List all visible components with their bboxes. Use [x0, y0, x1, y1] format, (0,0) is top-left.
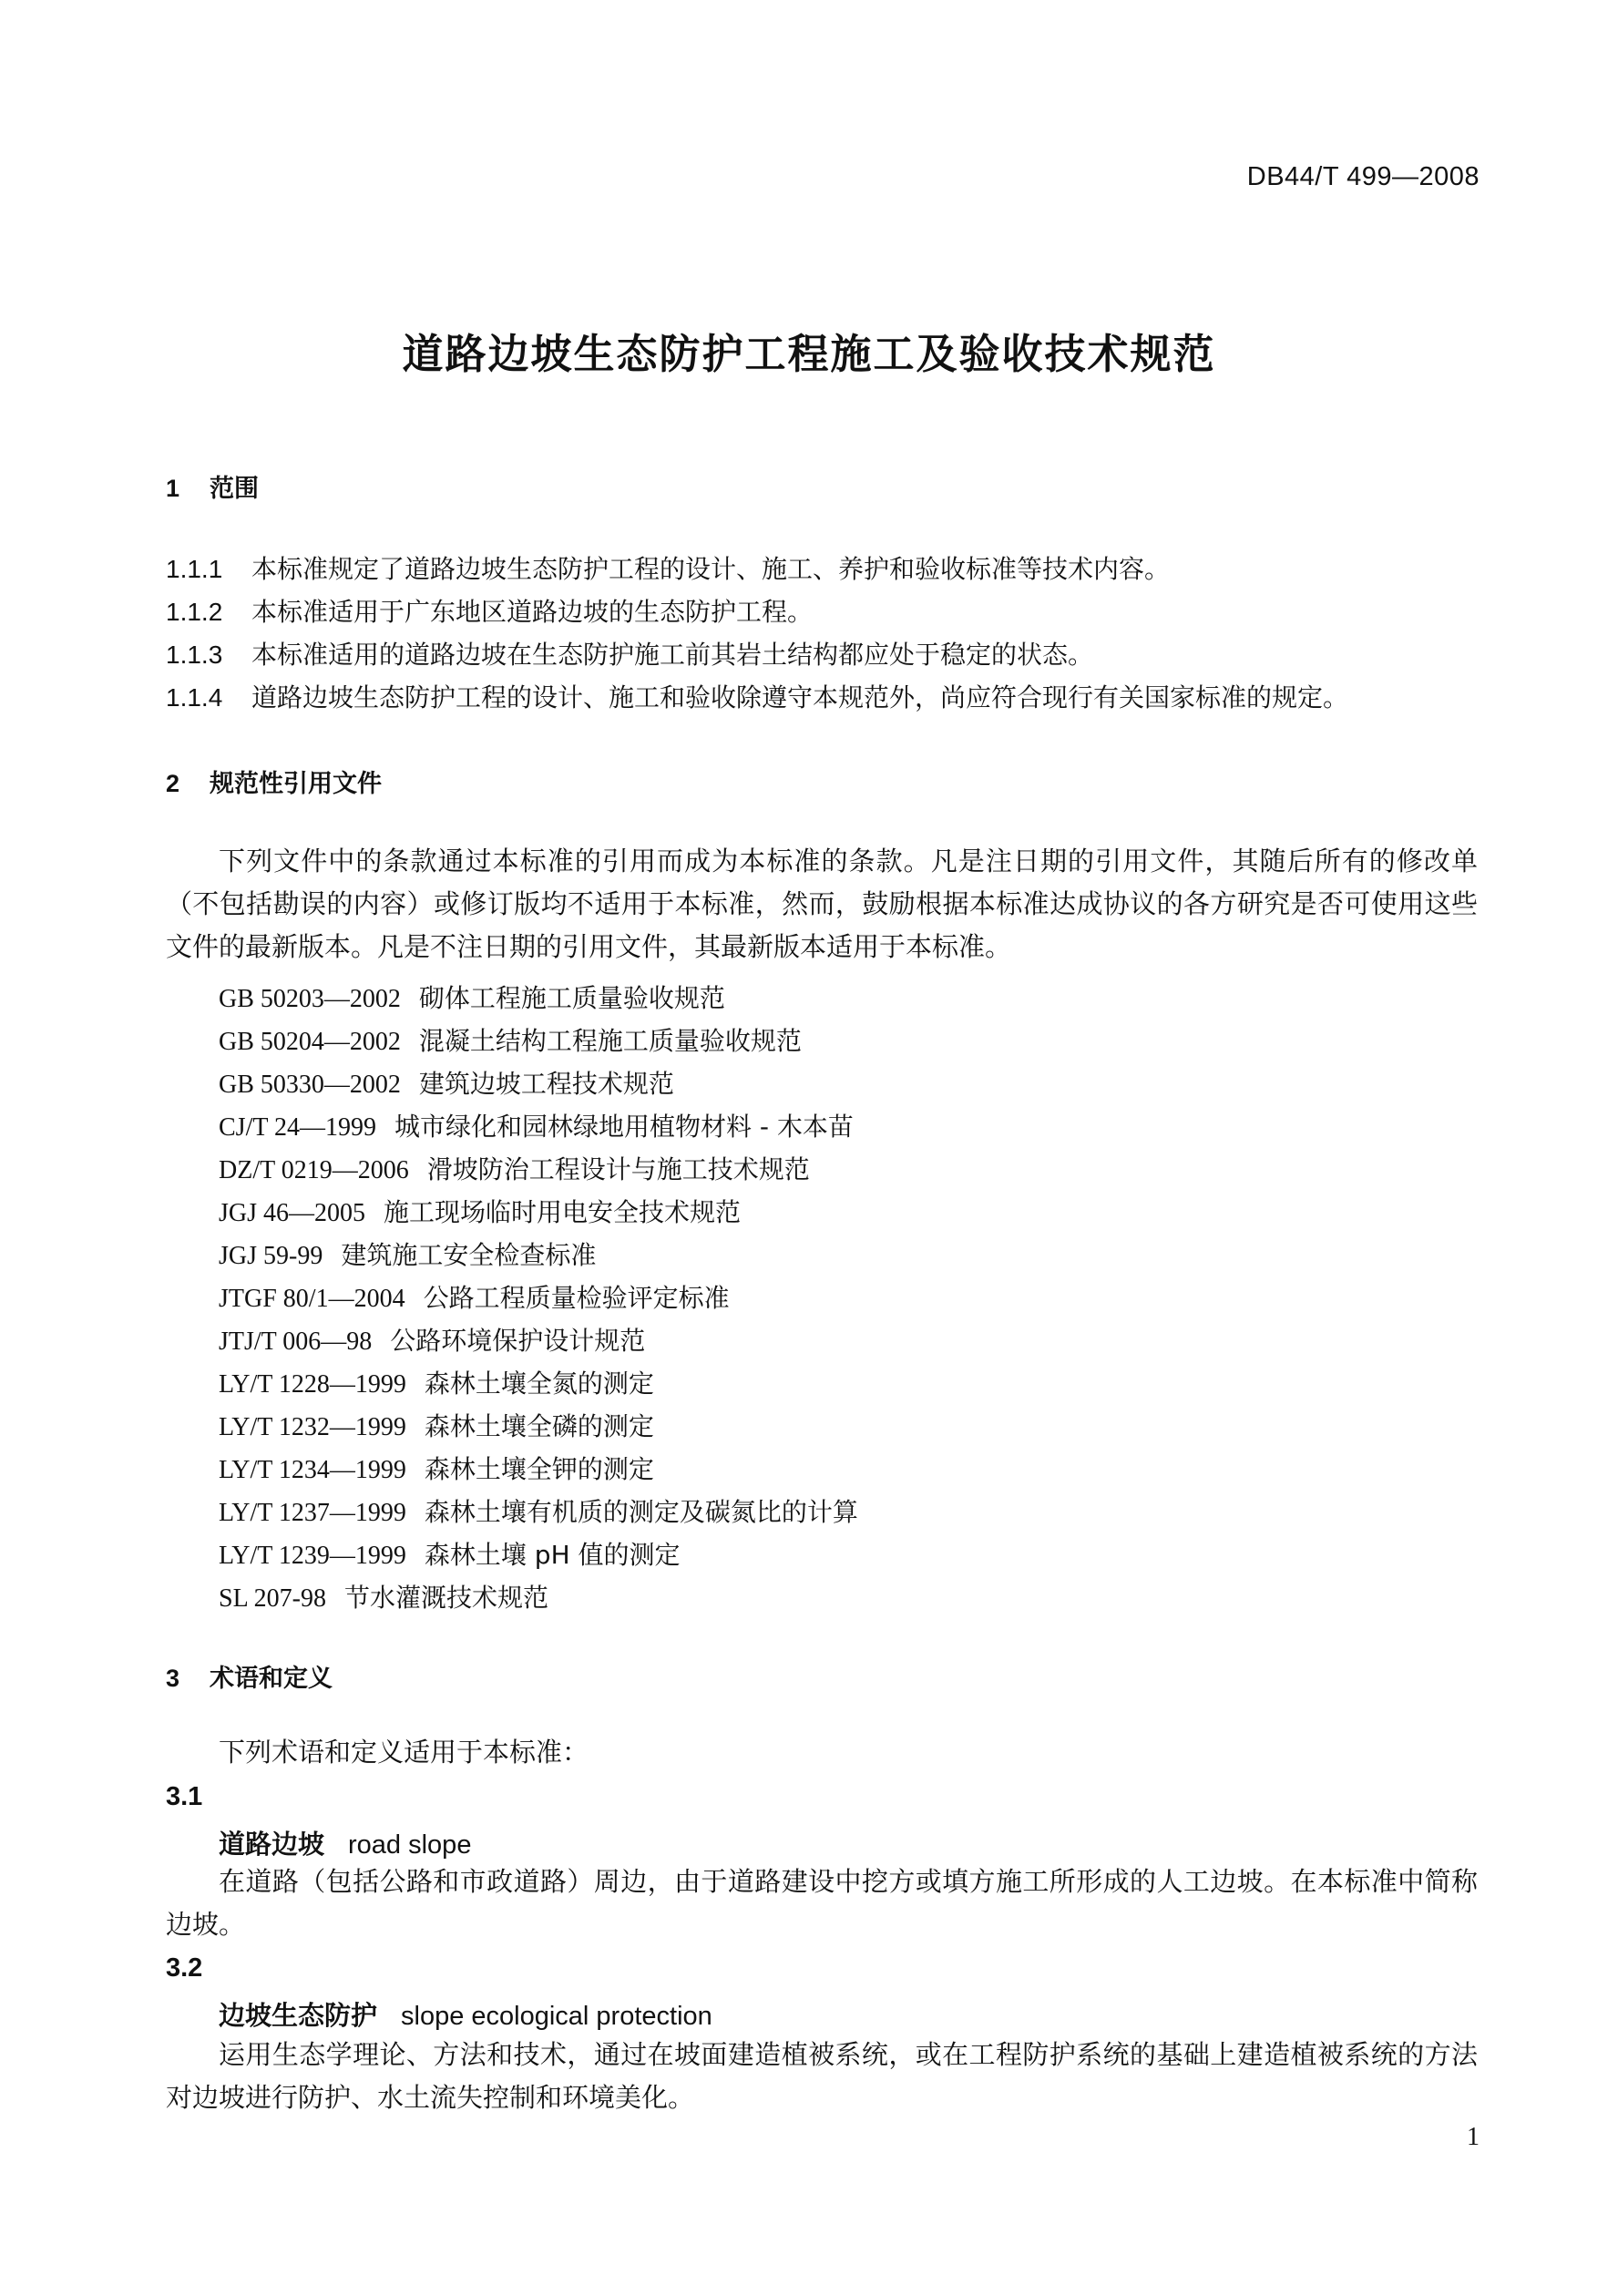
reference-item: [219, 1362, 858, 1405]
clause-text: 道路边坡生态防护工程的设计、施工和验收除遵守本规范外，尚应符合现行有关国家标准的规定。: [251, 682, 1349, 712]
section-heading-terms: [166, 1658, 333, 1694]
reference-code: GB 50203—2002: [219, 985, 401, 1013]
clause-text: 本标准规定了道路边坡生态防护工程的设计、施工、养护和验收标准等技术内容。: [251, 554, 1171, 584]
section-heading-normative-references: [166, 764, 382, 799]
reference-title: 节水灌溉技术规范: [343, 1583, 548, 1613]
reference-item: [219, 1448, 858, 1491]
page-number: 1: [1467, 2123, 1480, 2151]
reference-code: DZ/T 0219—2006: [219, 1156, 409, 1184]
clause-1-1-4: [166, 678, 1348, 714]
reference-code: LY/T 1237—1999: [219, 1499, 406, 1527]
section-title: 术语和定义: [210, 1665, 333, 1693]
reference-code: GB 50204—2002: [219, 1028, 401, 1056]
reference-code: CJ/T 24—1999: [219, 1113, 376, 1142]
reference-item: [219, 1234, 858, 1276]
reference-code: JGJ 59-99: [219, 1242, 323, 1270]
reference-item: [219, 1062, 858, 1105]
reference-item: [219, 1276, 858, 1319]
term-heading: [219, 1824, 471, 1861]
reference-title: 森林土壤 pH 值的测定: [424, 1540, 681, 1570]
reference-code: JTGF 80/1—2004: [219, 1285, 405, 1313]
clause-number: 1.1.1: [166, 555, 223, 583]
reference-code: SL 207-98: [219, 1584, 326, 1613]
reference-item: [219, 1576, 858, 1619]
document-title: 道路边坡生态防护工程施工及验收技术规范: [402, 330, 1216, 378]
reference-title: 森林土壤全磷的测定: [424, 1411, 654, 1441]
reference-code: JGJ 46—2005: [219, 1199, 366, 1227]
reference-item: [219, 1191, 858, 1234]
term-english: slope ecological protection: [401, 2002, 712, 2031]
reference-code: JTJ/T 006—98: [219, 1327, 373, 1356]
term-number: 3.2: [166, 1953, 203, 1983]
clause-1-1-3: [166, 635, 1093, 671]
term-heading: [219, 1995, 712, 2033]
clause-1-1-1: [166, 549, 1170, 586]
reference-title: 公路工程质量检验评定标准: [423, 1283, 730, 1313]
reference-title: 建筑施工安全检查标准: [341, 1240, 597, 1270]
term-definition: 在道路（包括公路和市政道路）周边，由于道路建设中挖方或填方施工所形成的人工边坡。在本标准中简称边坡。: [166, 1866, 1478, 1940]
reference-item: [219, 1405, 858, 1448]
reference-item: [219, 1148, 858, 1191]
reference-code: GB 50330—2002: [219, 1071, 401, 1099]
reference-item: [219, 977, 858, 1020]
reference-item: [219, 1491, 858, 1533]
section-number: 1: [166, 475, 180, 502]
clause-number: 1.1.2: [166, 598, 223, 626]
term-chinese: 道路边坡: [219, 1829, 325, 1860]
reference-title: 施工现场临时用电安全技术规范: [384, 1197, 742, 1227]
reference-code: LY/T 1239—1999: [219, 1542, 406, 1570]
reference-title: 森林土壤有机质的测定及碳氮比的计算: [424, 1497, 858, 1527]
references-intro: 下列文件中的条款通过本标准的引用而成为本标准的条款。凡是注日期的引用文件，其随后所有的修改单（不包括勘误的内容）或修订版均不适用于本标准，然而，鼓励根据本标准达成协议的各方研究是否可使用这些文件的最新版本。凡是不注日期的引用文件，其最新版本适用于本标准。: [166, 846, 1478, 962]
reference-title: 砌体工程施工质量验收规范: [418, 983, 725, 1013]
clause-text: 本标准适用于广东地区道路边坡的生态防护工程。: [251, 597, 814, 627]
reference-title: 滑坡防治工程设计与施工技术规范: [426, 1154, 810, 1184]
term-definition: 运用生态学理论、方法和技术，通过在坡面建造植被系统，或在工程防护系统的基础上建造植被系统的方法对边坡进行防护、水土流失控制和环境美化。: [166, 2039, 1478, 2113]
reference-item: [219, 1105, 858, 1148]
reference-code: LY/T 1232—1999: [219, 1413, 406, 1441]
terms-intro: 下列术语和定义适用于本标准：: [219, 1737, 589, 1768]
clause-number: 1.1.3: [166, 641, 223, 669]
clause-1-1-2: [166, 592, 813, 629]
term-english: road slope: [348, 1830, 472, 1860]
term-chinese: 边坡生态防护: [219, 2000, 378, 2031]
clause-text: 本标准适用的道路边坡在生态防护施工前其岩土结构都应处于稳定的状态。: [251, 640, 1094, 670]
section-title: 范围: [210, 475, 259, 503]
reference-title: 混凝土结构工程施工质量验收规范: [418, 1026, 802, 1056]
reference-title: 城市绿化和园林绿地用植物材料 - 木本苗: [394, 1112, 854, 1142]
reference-item: [219, 1533, 858, 1576]
reference-list: [219, 977, 858, 1619]
reference-item: [219, 1319, 858, 1362]
section-number: 2: [166, 770, 180, 797]
section-heading-scope: [166, 468, 259, 504]
standard-code: DB44/T 499—2008: [1246, 162, 1480, 191]
reference-title: 公路环境保护设计规范: [390, 1326, 646, 1356]
reference-code: LY/T 1228—1999: [219, 1370, 406, 1399]
reference-code: LY/T 1234—1999: [219, 1456, 406, 1484]
clause-number: 1.1.4: [166, 683, 223, 712]
section-title: 规范性引用文件: [210, 770, 382, 798]
reference-title: 森林土壤全氮的测定: [424, 1368, 654, 1399]
section-number: 3: [166, 1665, 180, 1692]
reference-item: [219, 1020, 858, 1062]
term-number: 3.1: [166, 1782, 203, 1811]
reference-title: 建筑边坡工程技术规范: [418, 1069, 674, 1099]
reference-title: 森林土壤全钾的测定: [424, 1454, 654, 1484]
